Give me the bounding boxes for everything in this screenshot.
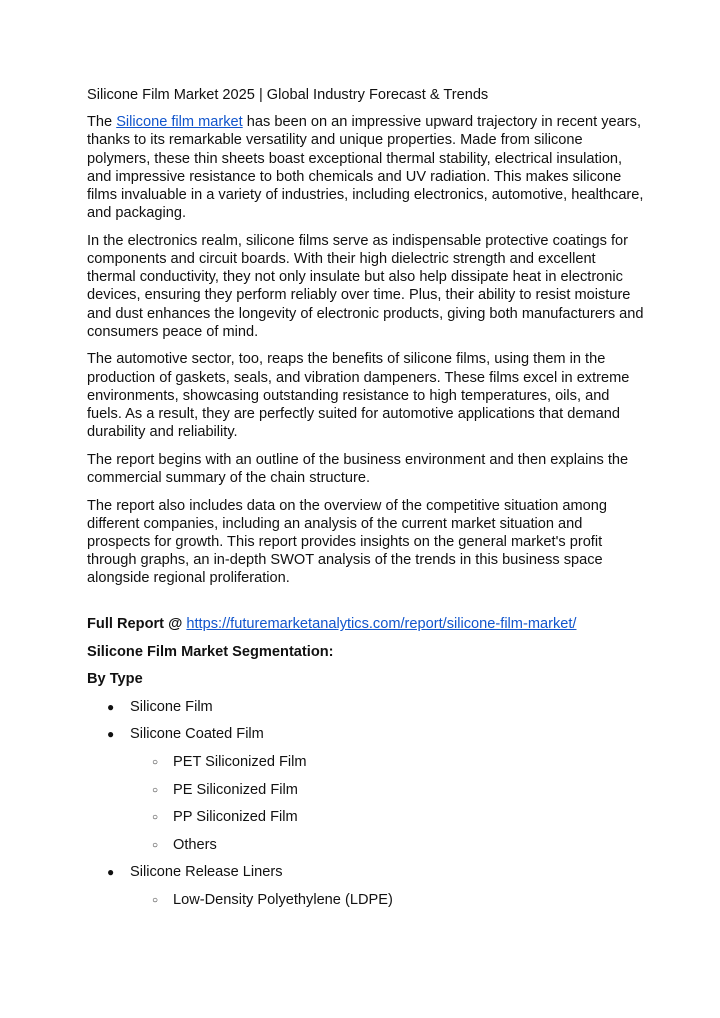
document-page — [87, 86, 647, 919]
segmentation-heading: Silicone Film Market Segmentation: — [87, 643, 334, 660]
list-item — [87, 863, 647, 909]
intro-suffix: has been on an impressive upward trajectory in recent years, thanks to its remarkable versatility and unique properties. Made from silicone polymers, these thin sheets boast exceptional thermal stability, electrical insulation, and impressive resistance to both chemicals and UV radiation. This makes silicone films invaluable in a variety of industries, including electronics, automotive, healthcare, and packaging. — [87, 114, 644, 222]
circle-bullet-icon: ○ — [152, 784, 159, 796]
full-report-line — [87, 615, 647, 633]
list-item-label: Silicone Film — [130, 698, 213, 715]
circle-bullet-icon: ○ — [152, 894, 159, 906]
sub-list-item-label: Low-Density Polyethylene (LDPE) — [173, 891, 393, 908]
circle-bullet-icon: ○ — [152, 839, 159, 851]
list-item — [87, 698, 647, 716]
sub-list-item-label: PET Siliconized Film — [173, 754, 307, 770]
by-type-heading: By Type — [87, 671, 143, 688]
section-spacer — [87, 597, 647, 615]
sub-list-item — [130, 891, 647, 909]
sub-list-item-label: PP Siliconized Film — [173, 809, 298, 826]
sub-list-item-label: PE Siliconized Film — [173, 781, 298, 798]
report-overview-paragraph: The report also includes data on the overview of the competitive situation among different companies, including an analysis of the current market situation and prospects for growth. This report provides insights on the general market's profit through graphs, an in-depth SWOT analysis of the trends in this business space alongside regional proliferation. — [87, 497, 607, 587]
full-report-link[interactable]: https://futuremarketanalytics.com/report/silicone-film-market/ — [186, 616, 577, 633]
sub-list-item — [130, 753, 647, 771]
report-outline-paragraph: The report begins with an outline of the business environment and then explains the commercial summary of the chain structure. — [87, 451, 629, 487]
sub-list-item — [130, 781, 647, 799]
full-report-label: Full Report @ — [87, 616, 183, 633]
circle-bullet-icon: ○ — [152, 757, 159, 768]
intro-paragraph — [87, 113, 647, 222]
circle-bullet-icon: ○ — [152, 812, 159, 824]
intro-prefix: The — [87, 114, 117, 131]
sub-list-item-label: Others — [173, 836, 217, 853]
sub-list-item — [130, 808, 647, 826]
electronics-paragraph: In the electronics realm, silicone films serve as indispensable protective coatings for components and circuit boards. With their high dielectric strength and excellent thermal conductivity, they not only insulate but also help dissipate heat in electronic devices, ensuring they perform reliably over time. Plus, their ability to resist moisture and dust enhances the longevity of electronic products, giving both manufacturers and consumers peace of mind. — [87, 232, 644, 340]
sub-type-list — [130, 891, 647, 909]
bullet-icon: ● — [107, 865, 115, 880]
list-item-label: Silicone Coated Film — [130, 726, 264, 743]
bullet-icon: ● — [107, 699, 115, 714]
list-item — [87, 725, 647, 854]
bullet-icon: ● — [107, 727, 115, 742]
type-list — [87, 698, 647, 909]
list-item-label: Silicone Release Liners — [130, 864, 283, 881]
sub-list-item — [130, 836, 647, 854]
document-title: Silicone Film Market 2025 | Global Industry Forecast & Trends — [87, 87, 489, 103]
automotive-paragraph: The automotive sector, too, reaps the benefits of silicone films, using them in the production of gaskets, seals, and vibration dampeners. These films excel in extreme environments, showcasing outstanding resistance to high temperatures, oils, and fuels. As a result, they are perfectly suited for automotive applications that demand durability and reliability. — [87, 351, 630, 441]
silicone-film-market-link[interactable]: Silicone film market — [116, 114, 243, 131]
sub-type-list — [130, 753, 647, 854]
